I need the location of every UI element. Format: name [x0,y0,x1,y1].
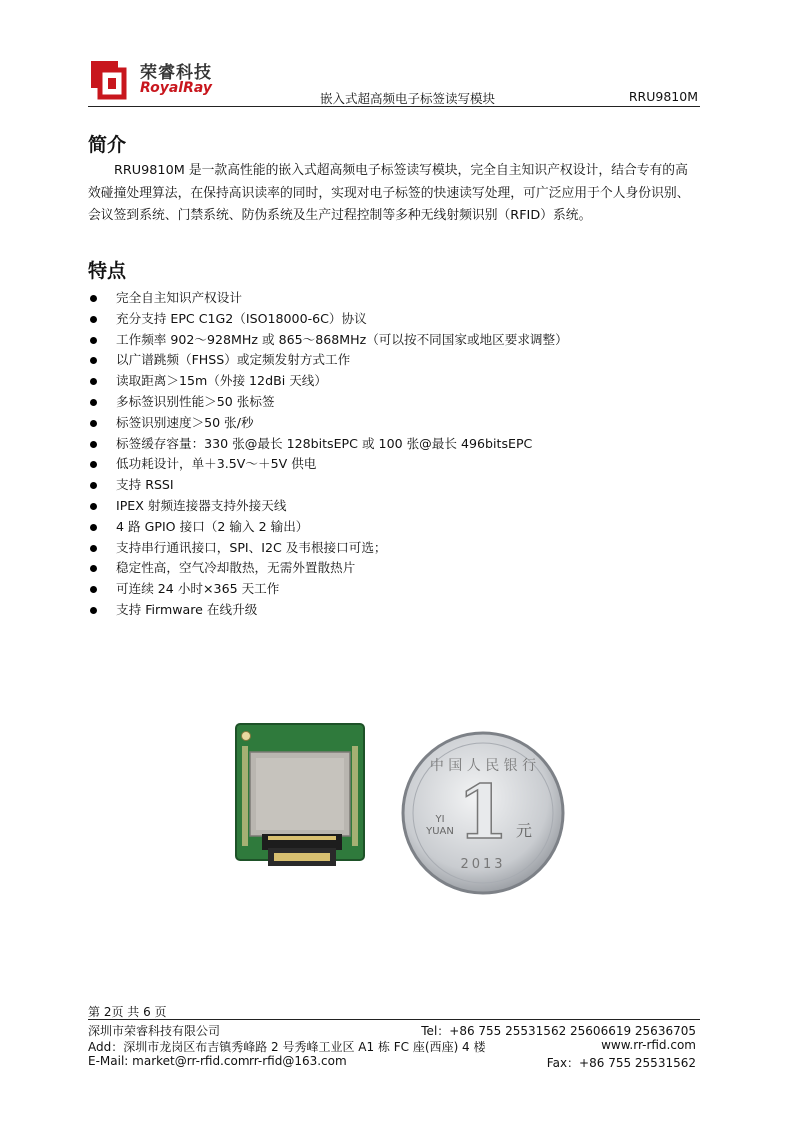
list-item: 以广谱跳频（FHSS）或定频发射方式工作 [88,350,700,371]
one-yuan-coin-photo [400,730,566,896]
bullet-icon [90,420,97,427]
list-item: 读取距离＞15m（外接 12dBi 天线） [88,371,700,392]
list-item: 支持 RSSI [88,475,700,496]
header-divider [88,106,700,107]
feature-list [88,288,700,621]
bullet-icon [90,545,97,552]
list-item: 4 路 GPIO 接口（2 输入 2 输出） [88,517,700,538]
list-item: 充分支持 EPC C1G2（ISO18000-6C）协议 [88,309,700,330]
bullet-icon [90,441,97,448]
rfid-module-photo [234,722,366,870]
bullet-icon [90,503,97,510]
bullet-icon [90,337,97,344]
coin-yi-label: YI [435,814,445,825]
list-item: 标签识别速度＞50 张/秒 [88,413,700,434]
list-item: 低功耗设计，单＋3.5V～＋5V 供电 [88,454,700,475]
footer-email-link[interactable]: E-Mail: market@rr-rfid.com [88,1054,250,1068]
section-heading-intro: 简介 [88,134,127,156]
footer-fax: Fax：+86 755 25531562 [546,1056,696,1070]
list-item: IPEX 射频连接器支持外接天线 [88,496,700,517]
bullet-icon [90,316,97,323]
footer-website-link[interactable]: www.rr-rfid.com [601,1038,696,1052]
list-item: 稳定性高，空气冷却散热，无需外置散热片 [88,558,700,579]
footer-company: 深圳市荣睿科技有限公司 [88,1024,221,1038]
bullet-icon [90,607,97,614]
list-item: 工作频率 902～928MHz 或 865～868MHz（可以按不同国家或地区要求调整） [88,330,700,351]
bullet-icon [90,399,97,406]
coin-year: 2013 [460,857,506,872]
coin-numeral: 1 [457,770,509,856]
bullet-icon [90,482,97,489]
document-title: 嵌入式超高频电子标签读写模块 [320,91,496,106]
footer-address: Add：深圳市龙岗区布吉镇秀峰路 2 号秀峰工业区 A1 栋 FC 座(西座) 4 楼 [88,1040,486,1054]
bullet-icon [90,357,97,364]
page-number: 第 2页 共 6 页 [88,1005,167,1019]
bullet-icon [90,565,97,572]
intro-paragraph: RRU9810M 是一款高性能的嵌入式超高频电子标签读写模块，完全自主知识产权设计，结合专有的高效碰撞处理算法，在保持高识读率的同时，实现对电子标签的快速读写处理，可广泛应用于个人身份识别、会议签到系统、门禁系统、防伪系统及生产过程控制等多种无线射频识别（RFID）系统。 [88,163,690,223]
footer-telephone: Tel：+86 755 25531562 25606619 25636705 [421,1024,696,1038]
coin-top-text: 中 国 人 民 银 行 [429,758,537,774]
list-item: 可连续 24 小时×365 天工作 [88,579,700,600]
document-model-code: RRU9810M [628,89,698,104]
list-item: 支持串行通讯接口，SPI、I2C 及韦根接口可选； [88,538,700,559]
coin-yuan-label: YUAN [426,826,454,837]
list-item: 多标签识别性能＞50 张标签 [88,392,700,413]
list-item: 完全自主知识产权设计 [88,288,700,309]
list-item: 支持 Firmware 在线升级 [88,600,700,621]
brand-name-english: RoyalRay [140,80,212,96]
coin-unit: 元 [515,821,533,840]
footer-email-secondary-link[interactable]: rr-rfid@163.com [249,1054,347,1068]
bullet-icon [90,524,97,531]
royalray-logo-icon [88,58,130,100]
footer-divider [88,1019,700,1020]
bullet-icon [90,461,97,468]
bullet-icon [90,378,97,385]
bullet-icon [90,586,97,593]
brand-name-chinese: 荣睿科技 [140,63,212,83]
bullet-icon [90,295,97,302]
section-heading-features: 特点 [88,260,127,282]
list-item: 标签缓存容量：330 张@最长 128bitsEPC 或 100 张@最长 496bitsEPC [88,434,700,455]
